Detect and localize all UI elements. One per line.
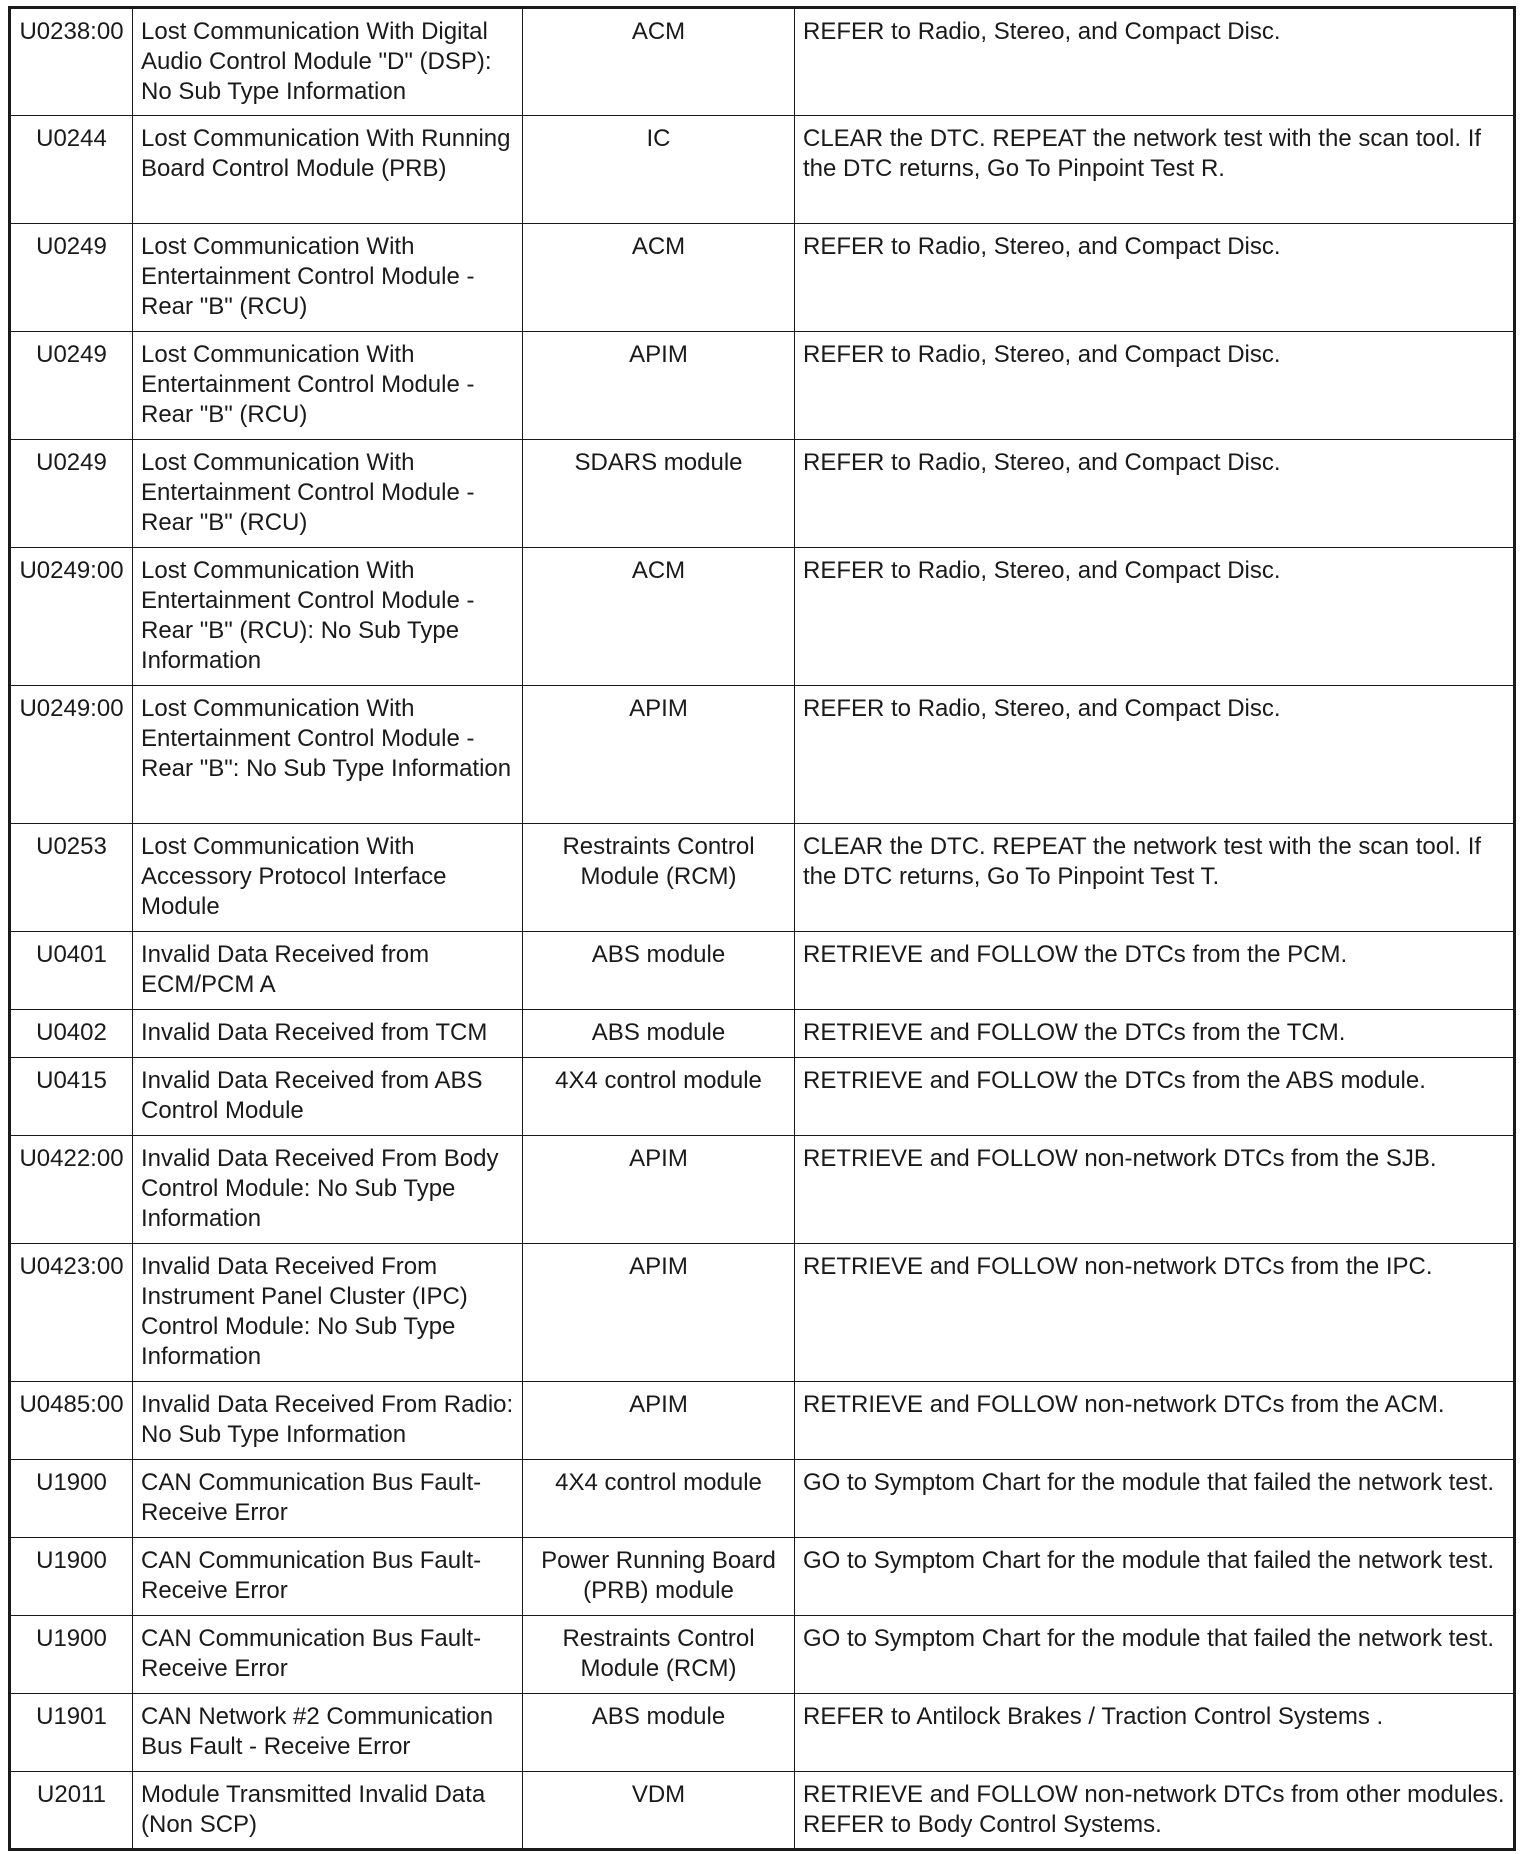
dtc-action-cell: RETRIEVE and FOLLOW the DTCs from the ABS module. xyxy=(795,1058,1515,1136)
dtc-table-body xyxy=(10,8,1515,1850)
dtc-module-cell: ACM xyxy=(523,548,795,686)
table-row xyxy=(10,1244,1515,1382)
dtc-description-cell: Invalid Data Received From Body Control Module: No Sub Type Information xyxy=(133,1136,523,1244)
dtc-module-cell: Restraints Control Module (RCM) xyxy=(523,1616,795,1694)
dtc-code-cell: U0485:00 xyxy=(10,1382,133,1460)
dtc-action-cell: RETRIEVE and FOLLOW the DTCs from the PCM. xyxy=(795,932,1515,1010)
dtc-description-cell: Invalid Data Received from ABS Control Module xyxy=(133,1058,523,1136)
dtc-code-cell: U0401 xyxy=(10,932,133,1010)
dtc-module-cell: IC xyxy=(523,116,795,224)
dtc-module-cell: ABS module xyxy=(523,932,795,1010)
table-row xyxy=(10,1616,1515,1694)
dtc-module-cell: ABS module xyxy=(523,1010,795,1058)
dtc-code-cell: U0249 xyxy=(10,332,133,440)
dtc-description-cell: Invalid Data Received From Instrument Panel Cluster (IPC) Control Module: No Sub Type Information xyxy=(133,1244,523,1382)
dtc-module-cell: ACM xyxy=(523,224,795,332)
table-row xyxy=(10,1694,1515,1772)
dtc-action-cell: REFER to Radio, Stereo, and Compact Disc. xyxy=(795,8,1515,116)
table-row xyxy=(10,224,1515,332)
dtc-code-cell: U0402 xyxy=(10,1010,133,1058)
dtc-code-cell: U0249:00 xyxy=(10,548,133,686)
dtc-table xyxy=(8,6,1516,1851)
dtc-description-cell: Lost Communication With Entertainment Control Module - Rear "B" (RCU) xyxy=(133,224,523,332)
dtc-code-cell: U0423:00 xyxy=(10,1244,133,1382)
dtc-action-cell: CLEAR the DTC. REPEAT the network test with the scan tool. If the DTC returns, Go To Pinpoint Test T. xyxy=(795,824,1515,932)
table-row xyxy=(10,1460,1515,1538)
dtc-module-cell: APIM xyxy=(523,332,795,440)
table-row xyxy=(10,1772,1515,1850)
dtc-code-cell: U0422:00 xyxy=(10,1136,133,1244)
table-row xyxy=(10,932,1515,1010)
dtc-code-cell: U0253 xyxy=(10,824,133,932)
dtc-module-cell: APIM xyxy=(523,686,795,824)
dtc-module-cell: APIM xyxy=(523,1382,795,1460)
dtc-action-cell: REFER to Radio, Stereo, and Compact Disc. xyxy=(795,440,1515,548)
dtc-description-cell: Module Transmitted Invalid Data (Non SCP) xyxy=(133,1772,523,1850)
dtc-code-cell: U0249 xyxy=(10,224,133,332)
dtc-code-cell: U0415 xyxy=(10,1058,133,1136)
dtc-code-cell: U1900 xyxy=(10,1616,133,1694)
dtc-description-cell: Lost Communication With Entertainment Control Module - Rear "B" (RCU): No Sub Type Information xyxy=(133,548,523,686)
table-row xyxy=(10,116,1515,224)
dtc-action-cell: GO to Symptom Chart for the module that failed the network test. xyxy=(795,1538,1515,1616)
dtc-module-cell: ABS module xyxy=(523,1694,795,1772)
dtc-code-cell: U1901 xyxy=(10,1694,133,1772)
table-row xyxy=(10,1382,1515,1460)
dtc-action-cell: REFER to Radio, Stereo, and Compact Disc. xyxy=(795,224,1515,332)
dtc-action-cell: RETRIEVE and FOLLOW non-network DTCs from the IPC. xyxy=(795,1244,1515,1382)
dtc-module-cell: Restraints Control Module (RCM) xyxy=(523,824,795,932)
dtc-description-cell: Lost Communication With Entertainment Control Module -Rear "B": No Sub Type Information xyxy=(133,686,523,824)
dtc-description-cell: Invalid Data Received from TCM xyxy=(133,1010,523,1058)
dtc-module-cell: Power Running Board (PRB) module xyxy=(523,1538,795,1616)
dtc-description-cell: Invalid Data Received from ECM/PCM A xyxy=(133,932,523,1010)
table-row xyxy=(10,1538,1515,1616)
dtc-action-cell: REFER to Radio, Stereo, and Compact Disc. xyxy=(795,686,1515,824)
dtc-module-cell: SDARS module xyxy=(523,440,795,548)
dtc-module-cell: APIM xyxy=(523,1136,795,1244)
dtc-description-cell: Lost Communication With Digital Audio Control Module "D" (DSP): No Sub Type Information xyxy=(133,8,523,116)
dtc-code-cell: U0249 xyxy=(10,440,133,548)
dtc-module-cell: ACM xyxy=(523,8,795,116)
table-row xyxy=(10,686,1515,824)
dtc-description-cell: Lost Communication With Entertainment Control Module - Rear "B" (RCU) xyxy=(133,332,523,440)
table-row xyxy=(10,1010,1515,1058)
table-row xyxy=(10,1136,1515,1244)
dtc-module-cell: VDM xyxy=(523,1772,795,1850)
dtc-code-cell: U0238:00 xyxy=(10,8,133,116)
dtc-description-cell: CAN Communication Bus Fault-Receive Error xyxy=(133,1538,523,1616)
table-row xyxy=(10,548,1515,686)
dtc-code-cell: U0249:00 xyxy=(10,686,133,824)
dtc-module-cell: 4X4 control module xyxy=(523,1460,795,1538)
dtc-action-cell: GO to Symptom Chart for the module that failed the network test. xyxy=(795,1460,1515,1538)
dtc-module-cell: APIM xyxy=(523,1244,795,1382)
dtc-action-cell: GO to Symptom Chart for the module that failed the network test. xyxy=(795,1616,1515,1694)
table-row xyxy=(10,8,1515,116)
dtc-description-cell: CAN Communication Bus Fault-Receive Error xyxy=(133,1460,523,1538)
dtc-description-cell: Lost Communication With Entertainment Control Module - Rear "B" (RCU) xyxy=(133,440,523,548)
dtc-action-cell: RETRIEVE and FOLLOW non-network DTCs from the ACM. xyxy=(795,1382,1515,1460)
dtc-action-cell: CLEAR the DTC. REPEAT the network test with the scan tool. If the DTC returns, Go To Pinpoint Test R. xyxy=(795,116,1515,224)
dtc-action-cell: RETRIEVE and FOLLOW the DTCs from the TCM. xyxy=(795,1010,1515,1058)
dtc-code-cell: U1900 xyxy=(10,1538,133,1616)
dtc-description-cell: Invalid Data Received From Radio: No Sub Type Information xyxy=(133,1382,523,1460)
dtc-action-cell: REFER to Radio, Stereo, and Compact Disc. xyxy=(795,548,1515,686)
dtc-description-cell: CAN Communication Bus Fault-Receive Error xyxy=(133,1616,523,1694)
dtc-action-cell: RETRIEVE and FOLLOW non-network DTCs from other modules. REFER to Body Control Systems. xyxy=(795,1772,1515,1850)
table-row xyxy=(10,1058,1515,1136)
dtc-module-cell: 4X4 control module xyxy=(523,1058,795,1136)
dtc-action-cell: REFER to Antilock Brakes / Traction Control Systems . xyxy=(795,1694,1515,1772)
dtc-code-cell: U0244 xyxy=(10,116,133,224)
dtc-code-cell: U2011 xyxy=(10,1772,133,1850)
dtc-description-cell: Lost Communication With Accessory Protocol Interface Module xyxy=(133,824,523,932)
dtc-code-cell: U1900 xyxy=(10,1460,133,1538)
table-row xyxy=(10,332,1515,440)
table-row xyxy=(10,824,1515,932)
dtc-action-cell: REFER to Radio, Stereo, and Compact Disc. xyxy=(795,332,1515,440)
dtc-description-cell: Lost Communication With Running Board Control Module (PRB) xyxy=(133,116,523,224)
table-row xyxy=(10,440,1515,548)
dtc-description-cell: CAN Network #2 Communication Bus Fault - Receive Error xyxy=(133,1694,523,1772)
dtc-action-cell: RETRIEVE and FOLLOW non-network DTCs from the SJB. xyxy=(795,1136,1515,1244)
